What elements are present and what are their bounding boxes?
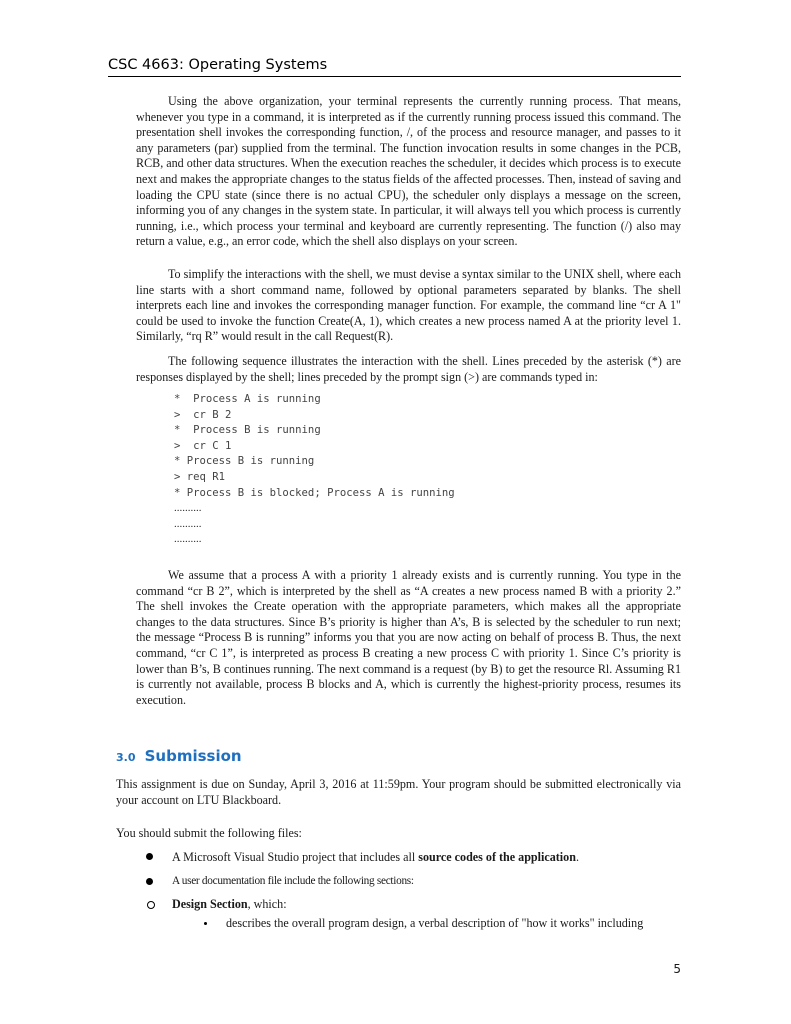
sub-sub-bullet-design: describes the overall program design, a verbal description of "how it works" including (226, 916, 644, 930)
code-line: > cr C 1 (174, 439, 232, 452)
bullet-text: A Microsoft Visual Studio project that includes all (172, 850, 419, 864)
page-header (108, 56, 681, 77)
sub-bullet-design-section (172, 896, 681, 912)
bullet-text-end: . (575, 850, 579, 864)
section-heading (116, 746, 242, 765)
code-line: > cr B 2 (174, 408, 232, 421)
body-content (136, 94, 681, 708)
shell-sequence (174, 392, 681, 548)
small-bullet-icon (204, 922, 207, 925)
course-title: CSC 4663: Operating Systems (108, 57, 328, 73)
paragraph-sequence-intro: The following sequence illustrates the interaction with the shell. Lines preceded by the asterisk (*) are responses displayed by the shell; lines preceded by the prompt sign (>) are commands typed in: (136, 353, 681, 384)
page-number: 5 (673, 962, 681, 976)
ellipsis-line: .......... (174, 517, 202, 530)
design-section-text: , which: (247, 897, 287, 911)
bullet-source-codes (172, 849, 681, 865)
code-line: * Process B is running (174, 424, 321, 437)
section-number: 3.0 (116, 751, 136, 764)
paragraph-explanation: We assume that a process A with a priority 1 already exists and is currently running. You type in the command “cr B 2”, which is interpreted by the shell as “A creates a new process named B with a priority 2.” The shell invokes the Create operation with the appropriate parameters, which makes all the appropriate changes to the data structures. Since B’s priority is higher than A’s, B is selected by the scheduler to run next; the message “Process B is running” informs you that you are now acting on behalf of process B. Thus, the next command, “cr C 1”, is interpreted as process B creating a new process C with priority 1. Since C’s priority is lower than B’s, B continues running. The next command is a request (by B) to get the resource Rl. Assuming R1 is currently not available, process B blocks and A, which is currently the highest-priority process, resumes its execution. (136, 568, 681, 707)
code-line: * Process A is running (174, 393, 321, 406)
code-line: > req R1 (174, 471, 226, 484)
design-section-label: Design Section (172, 897, 248, 911)
bullet-user-documentation: A user documentation file include the following sections: (172, 875, 414, 887)
due-date-paragraph: This assignment is due on Sunday, April 3, 2016 at 11:59pm. Your program should be submitted electronically via your account on LTU Blackboard. (116, 777, 681, 807)
circle-bullet-icon (147, 901, 155, 909)
ellipsis-line: .......... (174, 502, 202, 515)
code-line: * Process B is blocked; Process A is running (174, 486, 455, 499)
ellipsis-line: .......... (174, 533, 202, 546)
bullet-icon (146, 878, 153, 885)
paragraph-terminal: Using the above organization, your terminal represents the currently running process. That means, whenever you type in a command, it is interpreted as if the currently running process issued this command. The presentation shell invokes the corresponding function, /, of the process and resource manager, and passes to it any parameters (par) supplied from the terminal. The function invocation results in some changes in the PCB, RCB, and other data structures. When the execution reaches the scheduler, it decides which process is to execute next and makes the appropriate changes to the status fields of the affected processes. Then, instead of saving and loading the CPU state (since there is no actual CPU), the scheduler only displays a message on the screen, informing you of any changes in the system state. In particular, it will always tell you which process is currently running, i.e., which process your terminal and keyboard are currently representing. The function (/) also may return a value, e.g., an error code, which the shell also displays on your screen. (136, 94, 681, 249)
files-intro: You should submit the following files: (116, 826, 302, 840)
code-line: * Process B is running (174, 455, 315, 468)
section-title: Submission (144, 747, 242, 765)
bullet-icon (146, 853, 153, 860)
paragraph-syntax: To simplify the interactions with the shell, we must devise a syntax similar to the UNIX shell, where each line starts with a short command name, followed by optional parameters separated by blanks. The shell interprets each line and invokes the corresponding manager function. For example, the command line “cr A 1" could be used to invoke the function Create(A, 1), which creates a new process named A at the priority level 1. Similarly, “rq R” would result in the call Request(R). (136, 266, 681, 344)
bullet-bold-text: source codes of the application (418, 850, 576, 864)
